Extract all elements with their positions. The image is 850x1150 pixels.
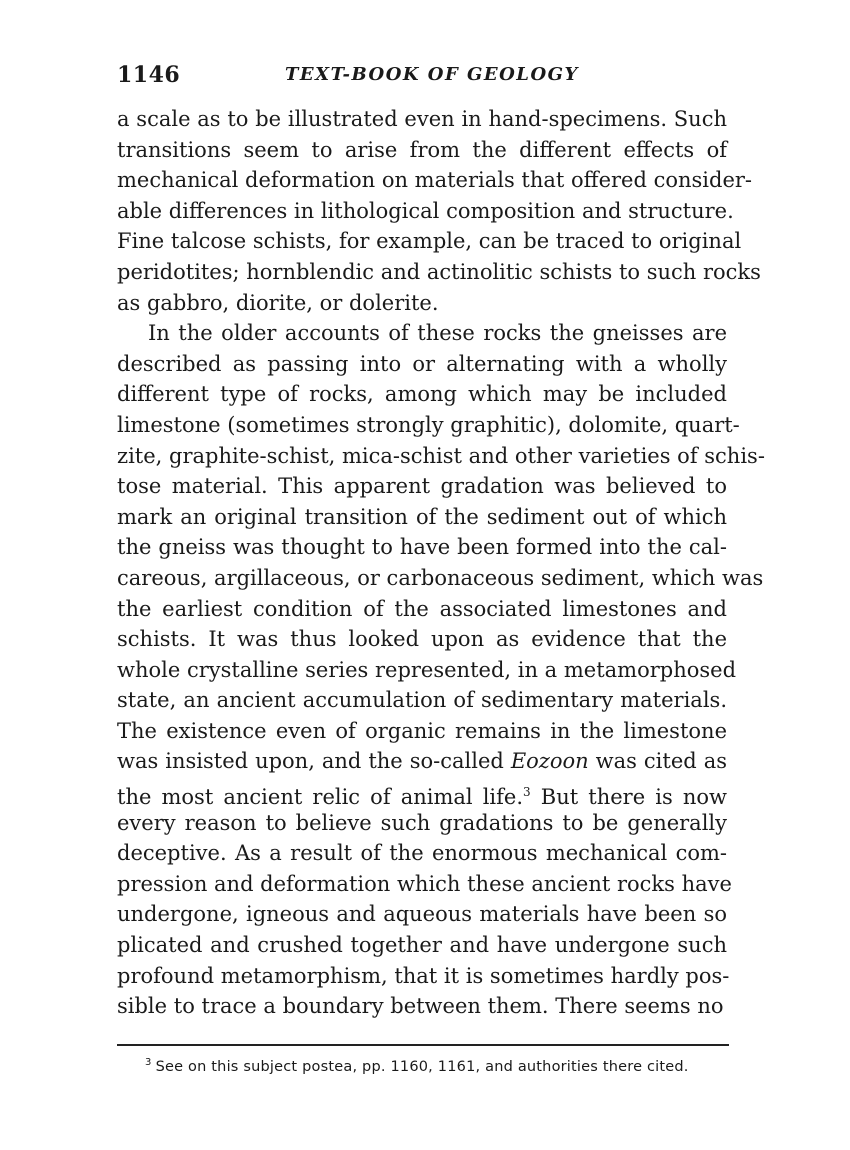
footnote xyxy=(145,1057,689,1075)
text-line: sible to trace a boundary between them. There seems no xyxy=(117,994,724,1019)
text-line: plicated and crushed together and have undergone such xyxy=(117,933,727,958)
text-line: undergone, igneous and aqueous materials have been so xyxy=(117,902,727,927)
text-line: Fine talcose schists, for example, can be traced to original xyxy=(117,229,742,254)
text-line: The existence even of organic remains in the limestone xyxy=(117,718,727,743)
text-line: the gneiss was thought to have been formed into the cal- xyxy=(117,535,727,560)
text-line: the most ancient relic of animal life.$^3$ But there is now xyxy=(117,785,727,810)
text-line: deceptive. As a result of the enormous mechanical com- xyxy=(117,841,727,866)
running-head xyxy=(117,62,727,96)
text-line: profound metamorphism, that it is sometimes hardly pos- xyxy=(117,963,730,988)
text-line: described as passing into or alternating with a wholly xyxy=(117,351,727,376)
footnote-text: See on this subject postea, pp. 1160, 1161, and authorities there cited. xyxy=(155,1058,689,1075)
text-line: tose material. This apparent gradation was believed to xyxy=(117,474,727,499)
text-line: state, an ancient accumulation of sedimentary materials. xyxy=(117,688,727,713)
page xyxy=(117,62,765,1022)
text-line: pression and deformation which these ancient rocks have xyxy=(117,871,732,896)
running-title: TEXT-BOOK OF GEOLOGY xyxy=(285,64,579,85)
text-line: the earliest condition of the associated limestones and xyxy=(117,596,727,621)
text-line: a scale as to be illustrated even in hand-specimens. Such xyxy=(117,107,727,131)
text-line: limestone (sometimes strongly graphitic), dolomite, quart- xyxy=(117,412,740,437)
text-line: was insisted upon, and the so-called Eozoon was cited as xyxy=(117,749,727,774)
text-line: able differences in lithological composition and structure. xyxy=(117,198,734,223)
text-line: mechanical deformation on materials that offered consider- xyxy=(117,168,753,193)
text-line: different type of rocks, among which may be included xyxy=(117,382,727,407)
text-line: every reason to believe such gradations to be generally xyxy=(117,810,727,835)
text-line: schists. It was thus looked upon as evidence that the xyxy=(117,627,727,652)
text-line: whole crystalline series represented, in a metamorphosed xyxy=(117,657,737,682)
page-number: 1146 xyxy=(117,62,181,88)
text-line: transitions seem to arise from the different effects of xyxy=(117,137,727,162)
text-line: peridotites; hornblendic and actinolitic schists to such rocks xyxy=(117,259,761,284)
text-line: In the older accounts of these rocks the gneisses are xyxy=(148,321,727,346)
text-line: as gabbro, diorite, or dolerite. xyxy=(117,290,439,315)
footnote-rule xyxy=(117,1044,729,1046)
body-text xyxy=(117,104,765,1022)
text-line: careous, argillaceous, or carbonaceous sediment, which was xyxy=(117,565,764,590)
text-line: mark an original transition of the sediment out of which xyxy=(117,504,727,529)
footnote-mark: 3 xyxy=(145,1057,152,1068)
text-line: zite, graphite-schist, mica-schist and other varieties of schis- xyxy=(117,443,765,468)
